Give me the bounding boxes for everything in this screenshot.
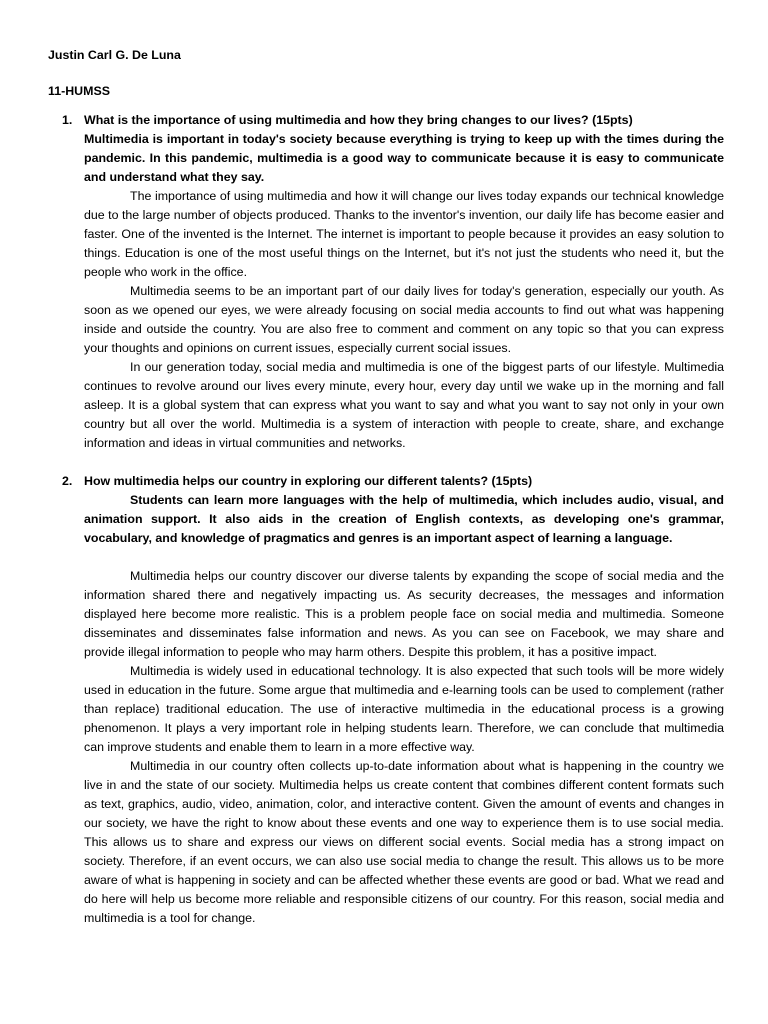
question-title: How multimedia helps our country in exploring our different talents? (15pts): [84, 474, 533, 488]
paragraph-spacer: [84, 548, 724, 567]
answer-paragraph: The importance of using multimedia and how it will change our lives today expands our technical knowledge due to the large number of objects produced. Thanks to the inventor's invention, our daily life has become easier and faster. One of the invented is the Internet. The internet is important to people because it provides an easy solution to things. Education is one of the most useful things on the Internet, but it's not just the students who need it, but the people who work in the office.: [84, 189, 724, 279]
answer-lead: Students can learn more languages with the help of multimedia, which includes audio, visual, and animation support. It also aids in the creation of English contexts, as developing one's grammar, vocabulary, and knowledge of pragmatics and genres is an important aspect of learning a language.: [84, 493, 724, 545]
answer-paragraph: Multimedia in our country often collects up-to-date information about what is happening in the country we live in and the state of our society. Multimedia helps us create content that combines different content formats such as text, graphics, audio, video, animation, color, and interactive content. Given the amount of events and changes in our society, we have the right to know about these events and one way to experience them is to use social media. This allows us to share and express our views on different social events. Social media has a strong impact on society. Therefore, if an event occurs, we can also use social media to change the result. This allows us to be more aware of what is happening in society and can be affected whether these events are good or bad. What we read and do here will help us become more reliable and responsible citizens of our country. For this reason, social media and multimedia is a tool for change.: [84, 759, 724, 925]
question-number: 1.: [62, 113, 73, 127]
answer-paragraph: Multimedia helps our country discover our diverse talents by expanding the scope of social media and the information shared there and negatively impacting us. As security decreases, the messages and information displayed here become more realistic. This is a problem people face on social media and multimedia. Someone disseminates and disseminates false information and news. As you can see on Facebook, we may share and provide illegal information to people who may harm others. Despite this problem, it has a positive impact.: [84, 569, 724, 659]
answer-paragraph: Multimedia is widely used in educational technology. It is also expected that such tools will be more widely used in education in the future. Some argue that multimedia and e-learning tools can be used to complement (rather than replace) traditional education. The use of interactive multimedia in the educational process is a growing phenomenon. It plays a very important role in helping students learn. Therefore, we can conclude that multimedia can improve students and enable them to learn in a more effective way.: [84, 664, 724, 754]
answer-paragraph: In our generation today, social media and multimedia is one of the biggest parts of our lifestyle. Multimedia continues to revolve around our lives every minute, every hour, every day until we wake up in the morning and fall asleep. It is a global system that can express what you want to say and what you want to say not only in your own country but all over the world. Multimedia is a system of interaction with people to create, share, and exchange information and ideas in virtual communities and networks.: [84, 360, 724, 450]
question-2: [48, 472, 724, 928]
answer-lead: Multimedia is important in today's society because everything is trying to keep up with the times during the pandemic. In this pandemic, multimedia is a good way to communicate because it is easy to communicate and understand what they say.: [84, 132, 724, 184]
class-section: 11-HUMSS: [48, 84, 110, 98]
question-number: 2.: [62, 474, 73, 488]
question-title: What is the importance of using multimedia and how they bring changes to our lives? (15pts): [84, 113, 633, 127]
author-name: Justin Carl G. De Luna: [48, 48, 181, 62]
question-1: [48, 111, 724, 453]
answer-paragraph: Multimedia seems to be an important part of our daily lives for today's generation, especially our youth. As soon as we opened our eyes, we were already focusing on social media accounts to find out what was happening inside and outside the country. You are also free to comment and comment on any topic so that you can express your thoughts and opinions on current issues, especially current social issues.: [84, 284, 724, 355]
